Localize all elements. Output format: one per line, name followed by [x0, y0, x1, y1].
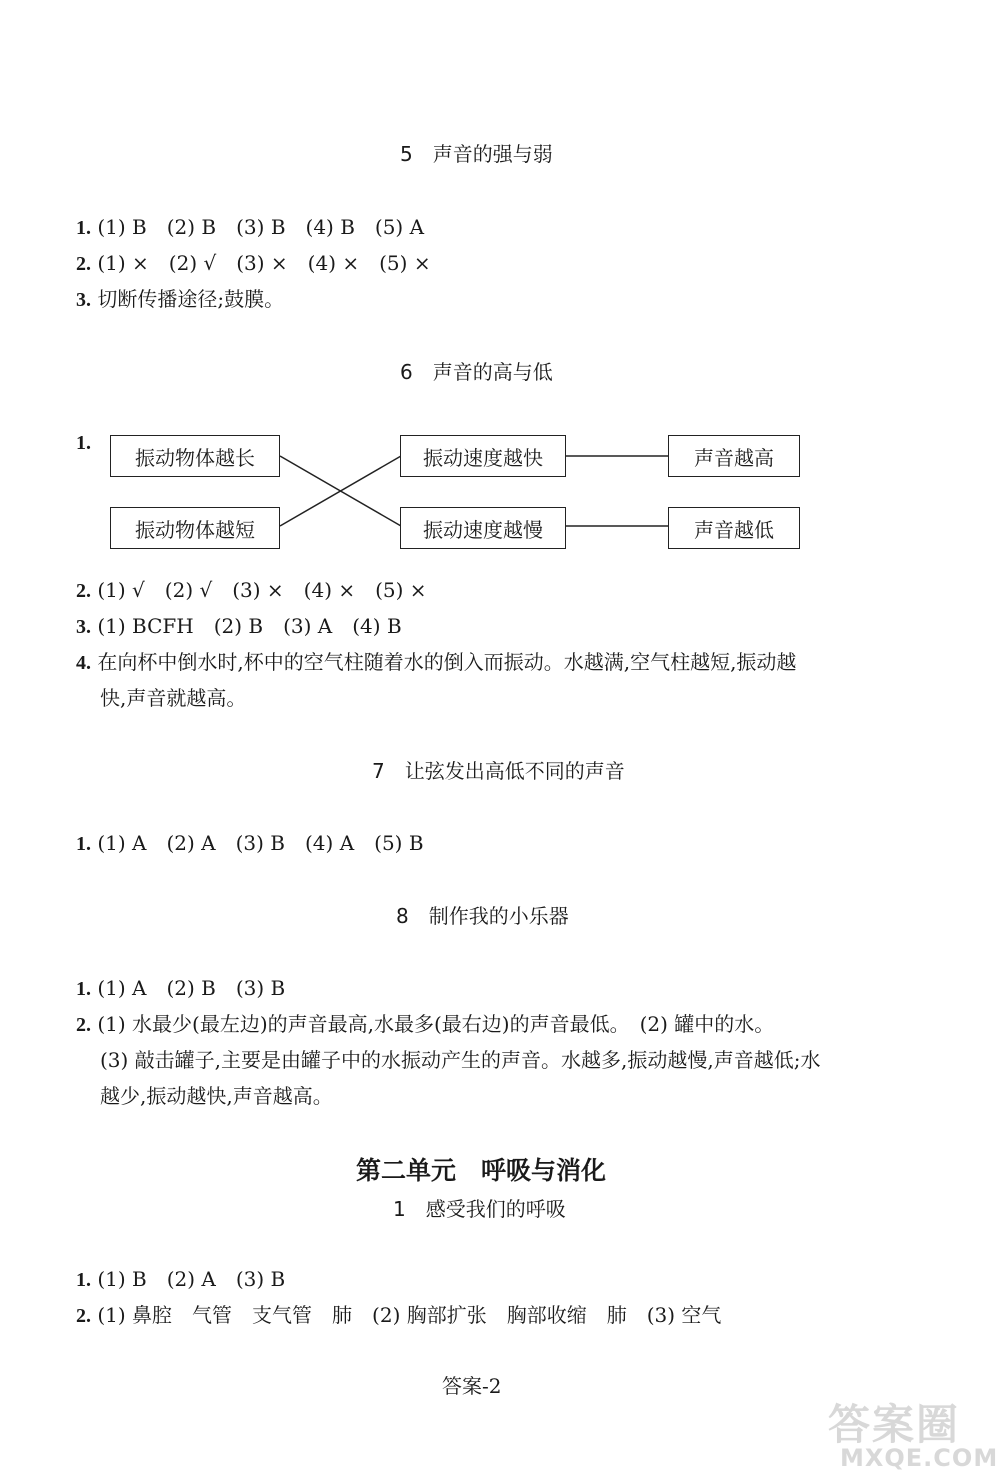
box-vibration-slow: 振动速度越慢	[400, 507, 566, 549]
page-number: 答案-2	[442, 1374, 502, 1398]
answer-text: (1) A (2) B (3) B	[97, 976, 286, 1000]
watermark-logo: 答案圈	[828, 1400, 961, 1449]
answer-text: (1) 水最少(最左边)的声音最高,水最多(最右边)的声音最低。 (2) 罐中的水。	[97, 1012, 775, 1036]
question-number: 1.	[76, 432, 91, 454]
section-title-8: 8 制作我的小乐器	[396, 904, 569, 928]
answer-text: (1) BCFH (2) B (3) A (4) B	[97, 614, 402, 638]
section-title-6: 6 声音的高与低	[400, 360, 553, 384]
box-vibration-fast: 振动速度越快	[400, 435, 566, 477]
box-object-long: 振动物体越长	[110, 435, 280, 477]
unit-title: 第二单元 呼吸与消化	[356, 1156, 607, 1185]
question-number: 2.	[76, 253, 91, 275]
question-number: 1.	[76, 1269, 91, 1291]
question-number: 1.	[76, 978, 91, 1000]
question-number: 2.	[76, 1305, 91, 1327]
section-title-5: 5 声音的强与弱	[400, 142, 553, 166]
answer-text: (1) B (2) B (3) B (4) B (5) A	[97, 215, 425, 239]
answer-text: (1) B (2) A (3) B	[97, 1267, 286, 1291]
answer-continuation: (3) 敲击罐子,主要是由罐子中的水振动产生的声音。水越多,振动越慢,声音越低;水	[100, 1048, 821, 1072]
answer-line	[76, 646, 796, 675]
watermark-url: MXQE.COM	[840, 1444, 999, 1472]
question-number: 4.	[76, 652, 91, 674]
answer-text: (1) 鼻腔 气管 支气管 肺 (2) 胸部扩张 胸部收缩 肺 (3) 空气	[97, 1303, 722, 1327]
box-sound-high: 声音越高	[668, 435, 800, 477]
answer-text: 在向杯中倒水时,杯中的空气柱随着水的倒入而振动。水越满,空气柱越短,振动越	[97, 650, 797, 674]
unit-section-title: 1 感受我们的呼吸	[393, 1197, 566, 1221]
answer-text: (1) × (2) √ (3) × (4) × (5) ×	[97, 251, 431, 275]
question-number: 3.	[76, 616, 91, 638]
section-title-7: 7 让弦发出高低不同的声音	[372, 759, 625, 783]
answer-continuation: 越少,振动越快,声音越高。	[100, 1084, 333, 1108]
answer-line	[76, 1008, 774, 1037]
answer-text: (1) A (2) A (3) B (4) A (5) B	[97, 831, 424, 855]
answer-line	[76, 610, 402, 639]
answer-text: (1) √ (2) √ (3) × (4) × (5) ×	[97, 578, 427, 602]
answer-line	[76, 827, 424, 856]
answer-line	[76, 1263, 285, 1292]
box-sound-low: 声音越低	[668, 507, 800, 549]
answer-continuation: 快,声音就越高。	[100, 686, 247, 710]
answer-line	[76, 574, 427, 603]
question-number: 1.	[76, 217, 91, 239]
question-number: 3.	[76, 289, 91, 311]
question-number: 2.	[76, 580, 91, 602]
answer-text: 切断传播途径;鼓膜。	[97, 287, 285, 311]
answer-line	[76, 1299, 721, 1328]
box-object-short: 振动物体越短	[110, 507, 280, 549]
question-number: 1.	[76, 833, 91, 855]
answer-line	[76, 972, 285, 1001]
question-number: 2.	[76, 1014, 91, 1036]
